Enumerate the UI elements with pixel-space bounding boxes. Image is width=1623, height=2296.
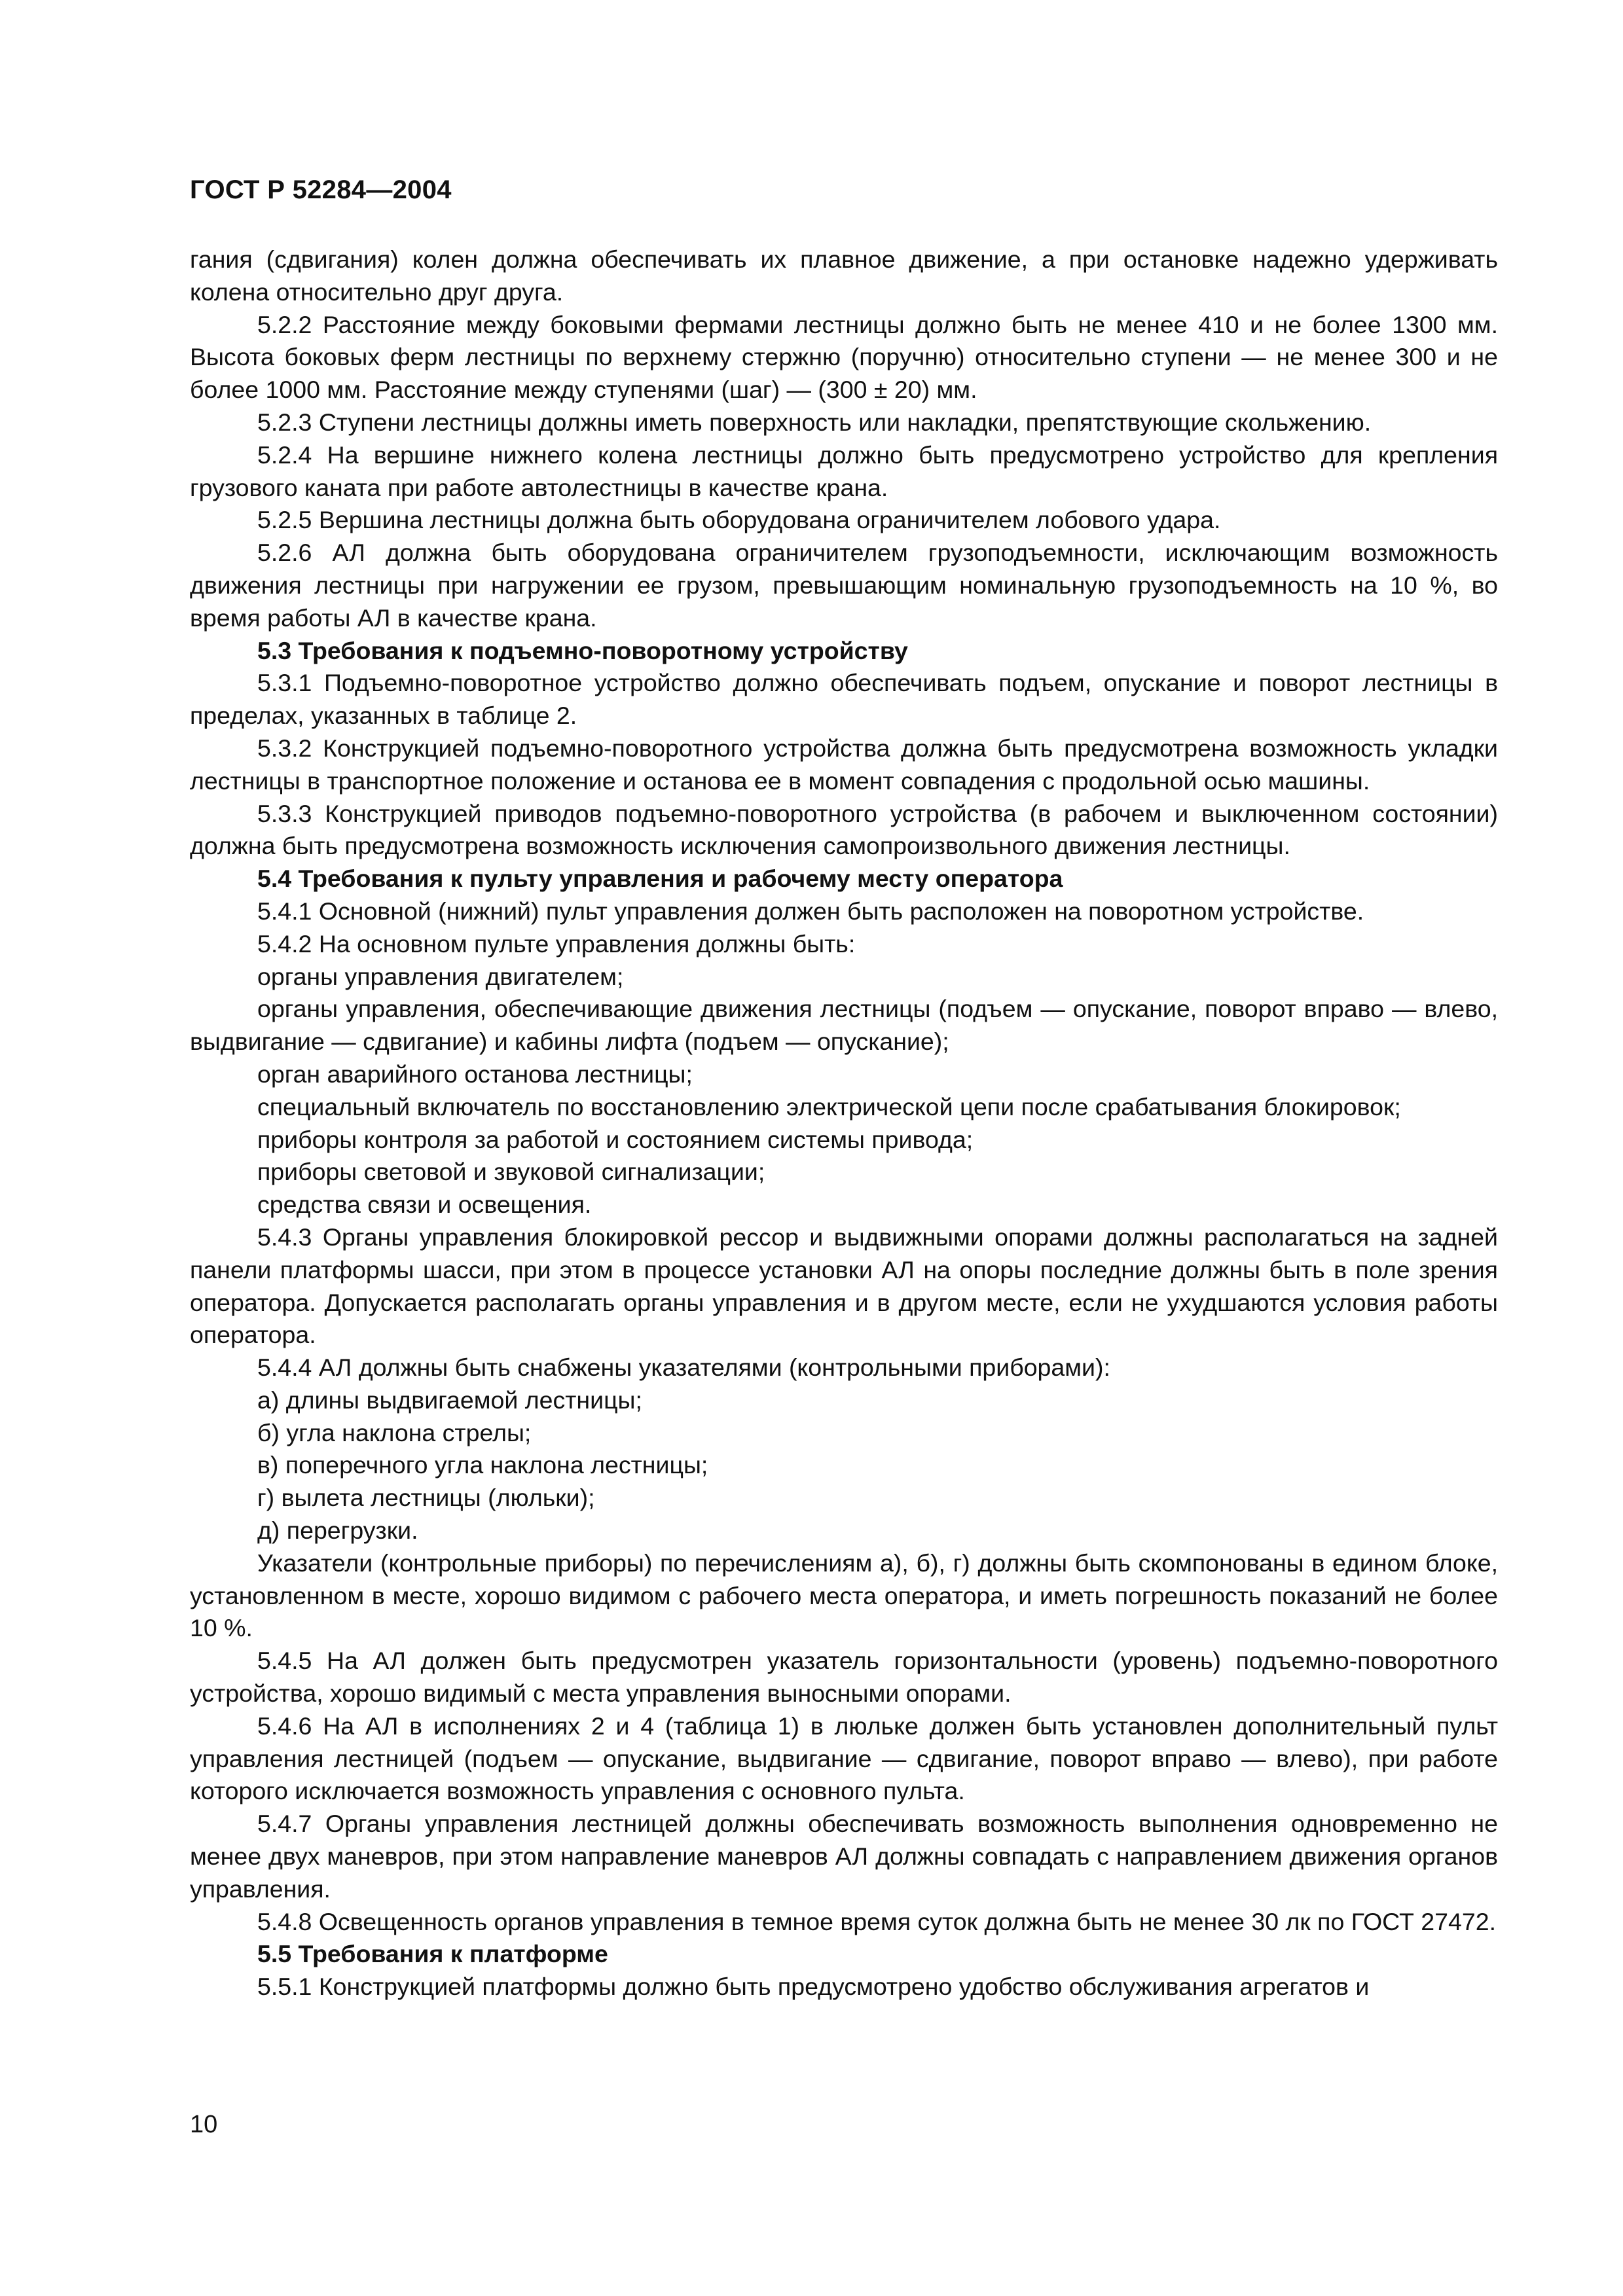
paragraph: 5.4.4 АЛ должны быть снабжены указателями (контрольными приборами): [257, 1354, 1110, 1382]
paragraph: 5.4.1 Основной (нижний) пульт управления должен быть расположен на поворотном устройстве. [257, 897, 1364, 925]
paragraph: средства связи и освещения. [257, 1191, 592, 1219]
paragraph: органы управления, обеспечивающие движения лестницы (подъем — опускание, поворот вправо — влево, выдвигание — сдвигание) и кабины лифта (подъем — опускание); [190, 995, 1498, 1056]
paragraph: 5.3.2 Конструкцией подъемно-поворотного устройства должна быть предусмотрена возможность укладки лестницы в транспортное положение и останова ее в момент совпадения с продольной осью машины. [190, 734, 1498, 795]
section-heading: 5.4 Требования к пульту управления и рабочему месту оператора [257, 865, 1063, 893]
paragraph: в) поперечного угла наклона лестницы; [257, 1451, 708, 1479]
page-number: 10 [190, 2111, 218, 2138]
paragraph: 5.2.6 АЛ должна быть оборудована ограничителем грузоподъемности, исключающим возможность движения лестницы при нагружении ее грузом, превышающим номинальную грузоподъемность на 10 %, во время работы АЛ в качестве крана. [190, 539, 1498, 632]
paragraph: 5.4.5 На АЛ должен быть предусмотрен указатель горизонтальности (уровень) подъемно-поворотного устройства, хорошо видимый с места управления выносными опорами. [190, 1647, 1498, 1708]
paragraph: 5.2.5 Вершина лестницы должна быть оборудована ограничителем лобового удара. [257, 506, 1221, 534]
standard-header: ГОСТ Р 52284—2004 [190, 175, 452, 204]
paragraph: 5.2.3 Ступени лестницы должны иметь поверхность или накладки, препятствующие скольжению. [257, 408, 1372, 436]
paragraph: б) угла наклона стрелы; [257, 1418, 532, 1446]
paragraph: орган аварийного останова лестницы; [257, 1060, 693, 1088]
document-body [190, 243, 1498, 2003]
paragraph: гания (сдвигания) колен должна обеспечивать их плавное движение, а при остановке надежно удерживать колена относительно друг друга. [190, 245, 1498, 306]
paragraph: г) вылета лестницы (люльки); [257, 1484, 595, 1512]
paragraph: 5.4.2 На основном пульте управления должны быть: [257, 929, 856, 958]
paragraph: приборы световой и звуковой сигнализации; [257, 1158, 765, 1186]
paragraph: 5.4.6 На АЛ в исполнениях 2 и 4 (таблица 1) в люльке должен быть установлен дополнительный пульт управления лестницей (подъем — опускание, выдвигание — сдвигание, поворот вправо — влево), при работе которого исключается возможность управления с основного пульта. [190, 1712, 1498, 1805]
section-heading: 5.5 Требования к платформе [257, 1940, 608, 1968]
paragraph: 5.5.1 Конструкцией платформы должно быть предусмотрено удобство обслуживания агрегатов и [257, 1973, 1370, 2001]
paragraph: д) перегрузки. [257, 1516, 418, 1545]
paragraph: 5.4.8 Освещенность органов управления в темное время суток должна быть не менее 30 лк по ГОСТ 27472. [257, 1907, 1496, 1935]
paragraph: органы управления двигателем; [257, 962, 624, 990]
paragraph: Указатели (контрольные приборы) по перечислениям а), б), г) должны быть скомпонованы в едином блоке, установленном в месте, хорошо видимом с рабочего места оператора, и иметь погрешность показаний не более 10 %. [190, 1549, 1498, 1642]
paragraph: 5.3.1 Подъемно-поворотное устройство должно обеспечивать подъем, опускание и поворот лестницы в пределах, указанных в таблице 2. [190, 669, 1498, 730]
paragraph: специальный включатель по восстановлению электрической цепи после срабатывания блокировок; [257, 1092, 1401, 1121]
paragraph: 5.2.2 Расстояние между боковыми фермами лестницы должно быть не менее 410 и не более 1300 мм. Высота боковых ферм лестницы по верхнему стержню (поручню) относительно ступени — не менее 300 и не более 1000 мм. Расстояние между ступенями (шаг) — (300 ± 20) мм. [190, 310, 1498, 404]
section-heading: 5.3 Требования к подъемно-поворотному устройству [257, 636, 908, 664]
paragraph: а) длины выдвигаемой лестницы; [257, 1386, 642, 1414]
paragraph: 5.4.3 Органы управления блокировкой рессор и выдвижными опорами должны располагаться на задней панели платформы шасси, при этом в процессе установки АЛ на опоры последние должны быть в поле зрения оператора. Допускается располагать органы управления и в другом месте, если не ухудшаются условия работы оператора. [190, 1223, 1498, 1349]
paragraph: 5.3.3 Конструкцией приводов подъемно-поворотного устройства (в рабочем и выключенном состоянии) должна быть предусмотрена возможность исключения самопроизвольного движения лестницы. [190, 799, 1498, 860]
paragraph: приборы контроля за работой и состоянием системы привода; [257, 1125, 974, 1153]
paragraph: 5.2.4 На вершине нижнего колена лестницы должно быть предусмотрено устройство для крепления грузового каната при работе автолестницы в качестве крана. [190, 440, 1498, 501]
paragraph: 5.4.7 Органы управления лестницей должны обеспечивать возможность выполнения одновременно не менее двух маневров, при этом направление маневров АЛ должны совпадать с направлением движения органов управления. [190, 1810, 1498, 1903]
